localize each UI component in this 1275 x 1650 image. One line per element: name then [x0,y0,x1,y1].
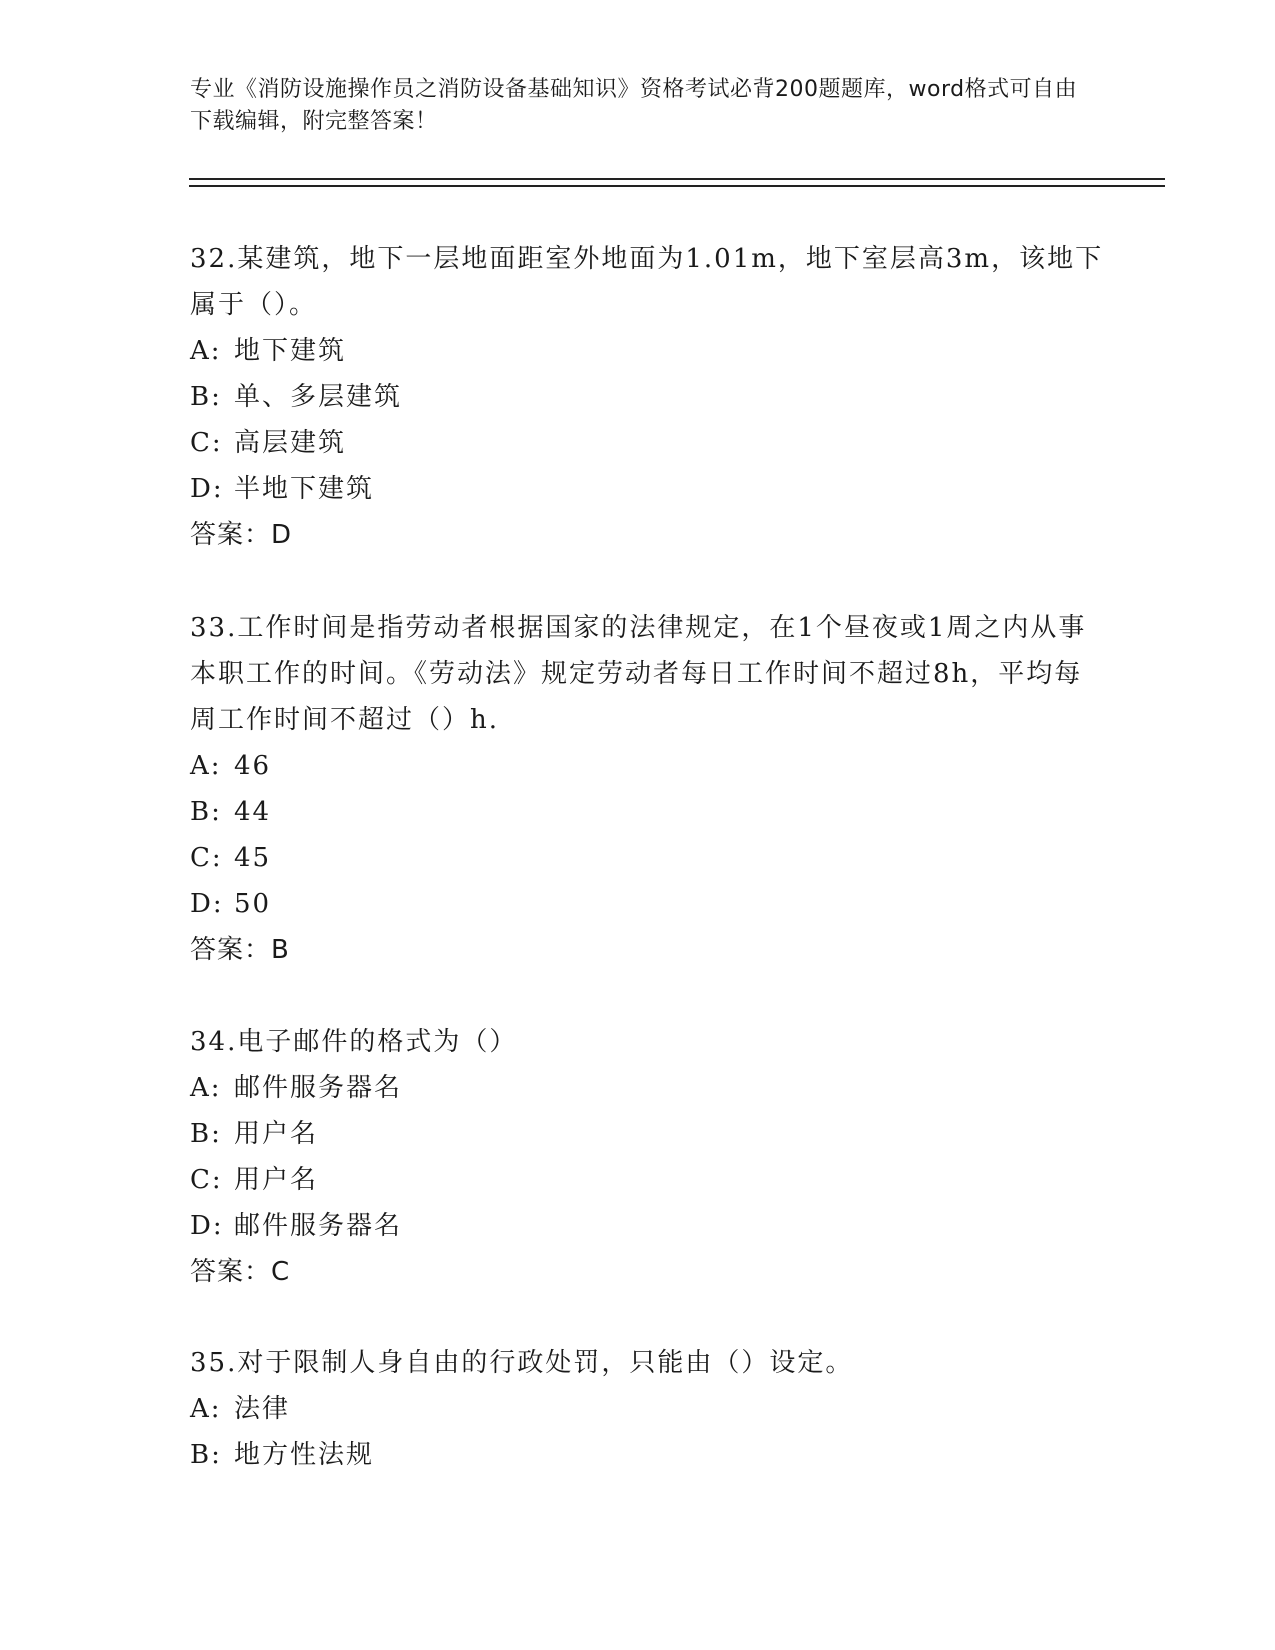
option-c: C: 高层建筑 [190,428,347,458]
option-b: B: 用户名 [190,1119,319,1149]
header-divider-bottom [189,185,1165,187]
question-stem: 34.电子邮件的格式为（） [190,1027,518,1057]
option-b: B: 44 [190,797,272,827]
question-stem: 32.某建筑，地下一层地面距室外地面为1.01m，地下室层高3m，该地下属于（）。 [190,244,1104,320]
option-a: A: 地下建筑 [190,336,347,366]
option-d: D: 50 [190,889,272,919]
option-b: B: 单、多层建筑 [190,382,403,412]
option-a: A: 邮件服务器名 [190,1073,403,1103]
question-stem: 33.工作时间是指劳动者根据国家的法律规定，在1个昼夜或1周之内从事本职工作的时间。《劳动法》规定劳动者每日工作时间不超过8h，平均每周工作时间不超过（）h. [190,613,1087,735]
question-34 [190,1019,1110,1295]
option-c: C: 用户名 [190,1165,319,1195]
header-divider-top [189,178,1165,180]
option-b: B: 地方性法规 [190,1440,375,1470]
question-stem: 35.对于限制人身自由的行政处罚，只能由（）设定。 [190,1348,854,1378]
answer-line: 答案：D [190,520,293,550]
option-a: A: 法律 [190,1394,291,1424]
option-d: D: 半地下建筑 [190,474,375,504]
document-header: 专业《消防设施操作员之消防设备基础知识》资格考试必背200题题库，word格式可自由下载编辑，附完整答案！ [190,77,1078,134]
option-a: A: 46 [190,751,272,781]
question-32 [190,236,1110,558]
answer-line: 答案：B [190,935,290,965]
option-c: C: 45 [190,843,272,873]
answer-line: 答案：C [190,1257,291,1287]
question-33 [190,605,1110,973]
question-35 [190,1340,1110,1478]
option-d: D: 邮件服务器名 [190,1211,403,1241]
